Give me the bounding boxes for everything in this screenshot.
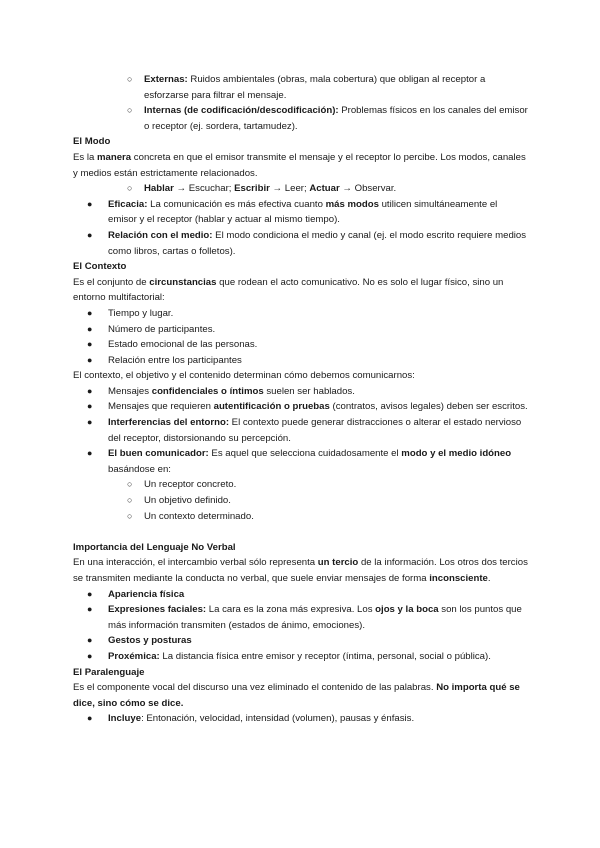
- list-item: ○ Un contexto determinado.: [73, 509, 528, 525]
- section-heading-no-verbal: Importancia del Lenguaje No Verbal: [73, 541, 236, 553]
- modo-list: [73, 181, 528, 259]
- list-item: ● Número de participantes.: [73, 322, 528, 338]
- list-item: ○ Hablar → Escuchar; Escribir → Leer; Actuar → Observar.: [73, 181, 528, 197]
- list-item: ○ Internas (de codificación/descodificación): Problemas físicos en los canales del emisor o receptor (ej. sordera, tartamudez).: [127, 105, 528, 132]
- filled-bullet-icon: ●: [87, 385, 93, 396]
- filled-bullet-icon: ●: [87, 339, 93, 350]
- filled-bullet-icon: ●: [87, 635, 93, 646]
- list-item: ○ Externas: Ruidos ambientales (obras, mala cobertura) que obligan al receptor a esforzarse para filtrar el mensaje.: [127, 74, 486, 101]
- list-item: ● Proxémica: La distancia física entre emisor y receptor (íntima, personal, social o pública).: [73, 649, 528, 665]
- hollow-bullet-icon: ○: [127, 183, 133, 194]
- section-heading-paralenguaje: El Paralenguaje: [73, 666, 145, 678]
- list-item: ● Eficacia: La comunicación es más efectiva cuanto más modos utilicen simultáneamente el emisor y el receptor (hablar y actuar al mismo tiempo).: [87, 198, 498, 226]
- spacer: [73, 524, 528, 540]
- paragraph: Es la manera concreta en que el emisor transmite el mensaje y el receptor lo percibe. Los modos, canales y medios están estrictamente relacionados.: [73, 151, 526, 179]
- hollow-bullet-icon: ○: [127, 105, 133, 116]
- contexto-rules-list: [73, 384, 528, 524]
- list-item: ○ Un receptor concreto.: [73, 477, 528, 493]
- filled-bullet-icon: ●: [87, 401, 93, 412]
- section-heading-contexto: El Contexto: [73, 261, 127, 273]
- paragraph: Es el componente vocal del discurso una vez eliminado el contenido de las palabras. No importa qué se dice, sino cómo se dice.: [73, 682, 520, 709]
- paragraph: En una interacción, el intercambio verbal sólo representa un tercio de la información. Los otros dos tercios se transmiten mediante la conducta no verbal, que suele enviar mensajes de forma inconsciente.: [73, 557, 528, 584]
- hollow-bullet-icon: ○: [127, 74, 133, 84]
- filled-bullet-icon: ●: [87, 307, 93, 318]
- list-item: ● Interferencias del entorno: El contexto puede generar distracciones o alterar el estado nervioso del receptor, distorsionando su percepción.: [87, 417, 522, 444]
- hollow-bullet-icon: ○: [127, 510, 133, 521]
- paragraph: El contexto, el objetivo y el contenido determinan cómo debemos comunicarnos:: [73, 370, 415, 382]
- list-item: ● Apariencia física: [73, 587, 528, 603]
- filled-bullet-icon: ●: [87, 229, 93, 240]
- hollow-bullet-icon: ○: [127, 495, 133, 506]
- filled-bullet-icon: ●: [87, 713, 93, 724]
- list-item: ● Incluye: Entonación, velocidad, intensidad (volumen), pausas y énfasis.: [73, 711, 528, 727]
- filled-bullet-icon: ●: [87, 354, 93, 365]
- list-item: ● Expresiones faciales: La cara es la zona más expresiva. Los ojos y la boca son los puntos que más información transmiten (estados de ánimo, emociones).: [87, 604, 522, 631]
- hollow-bullet-icon: ○: [127, 479, 133, 490]
- intro-sub-list: [73, 72, 528, 134]
- filled-bullet-icon: ●: [87, 448, 93, 459]
- filled-bullet-icon: ●: [87, 323, 93, 334]
- list-item: ● Estado emocional de las personas.: [73, 337, 528, 353]
- list-item: ● Gestos y posturas: [73, 633, 528, 649]
- filled-bullet-icon: ●: [87, 417, 93, 428]
- section-heading-modo: El Modo: [73, 136, 111, 148]
- no-verbal-list: [73, 587, 528, 665]
- filled-bullet-icon: ●: [87, 650, 93, 661]
- paragraph: Es el conjunto de circunstancias que rodean el acto comunicativo. No es solo el lugar físico, sino un entorno multifactorial:: [73, 276, 504, 304]
- document-content: [73, 72, 528, 727]
- paralenguaje-list: [73, 711, 528, 727]
- filled-bullet-icon: ●: [87, 604, 93, 615]
- contexto-factors-list: [73, 306, 528, 368]
- list-item: ○ Un objetivo definido.: [73, 493, 528, 509]
- list-item: ● Mensajes confidenciales o íntimos suelen ser hablados.: [73, 384, 528, 400]
- list-item: ● El buen comunicador: Es aquel que selecciona cuidadosamente el modo y el medio idóneo basándose en:: [87, 448, 512, 475]
- list-item: ● Tiempo y lugar.: [73, 306, 528, 322]
- list-item: ● Mensajes que requieren autentificación o pruebas (contratos, avisos legales) deben ser escritos.: [73, 399, 528, 415]
- filled-bullet-icon: ●: [87, 588, 93, 599]
- list-item: ● Relación entre los participantes: [73, 353, 528, 369]
- filled-bullet-icon: ●: [87, 198, 93, 209]
- list-item: ● Relación con el medio: El modo condiciona el medio y canal (ej. el modo escrito requiere medios como libros, cartas o folletos).: [87, 229, 527, 257]
